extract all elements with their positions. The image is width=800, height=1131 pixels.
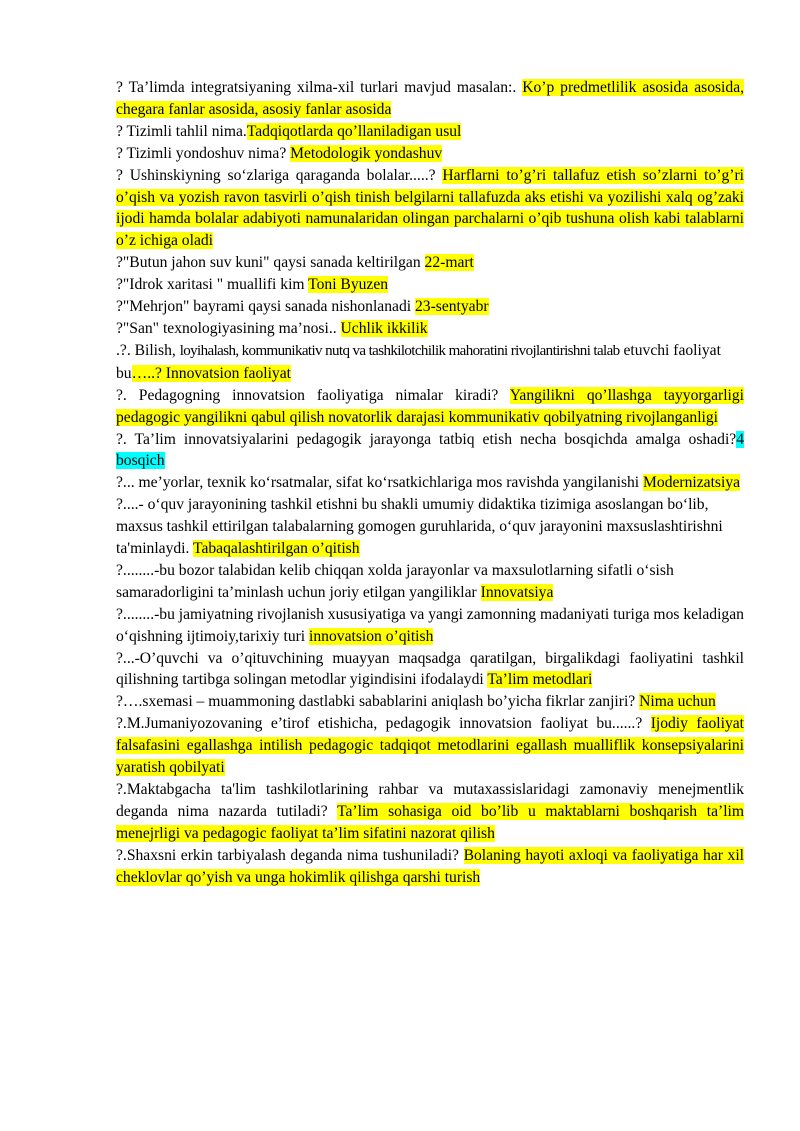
answer-highlight: Bolaning hayoti axloqi va faoliyatiga har xil cheklovlar qo’yish va unga hokimlik qilishga qarshi turish [116, 846, 744, 886]
question-text: ?....- o‘quv jarayonining tashkil etishni bu shakli umumiy didaktika tizimiga asoslangan bo‘lib, maxsus tashkil ettirilgan talabalarning gomogen guruhlarida, o‘quv jarayonini maxsuslashtirishni ta'minlaydi. [116, 496, 723, 558]
answer-highlight: innovatsion o’qitish [309, 627, 434, 645]
answer-highlight: Innovatsiya [480, 583, 554, 601]
answer-highlight: Ijodiy faoliyat falsafasini egallashga intilish pedagogic tadqiqot metodlarini egallash mualliflik konsepsiyalarini yaratish qobilyati [116, 715, 744, 777]
document-page [116, 77, 744, 889]
question-text: ?........-bu bozor talabidan kelib chiqqan xolda jarayonlar va maxsulotlarning sifatli o‘sish samaradorligini ta’minlash uchun joriy etilgan yangiliklar [116, 561, 674, 601]
question-text: ?.Shaxsni erkin tarbiyalash deganda nima tushuniladi? [116, 846, 464, 864]
qa-item [116, 713, 744, 779]
question-text: ? Ta’limda integratsiyaning xilma-xil turlari mavjud masalan:. [116, 79, 523, 96]
answer-highlight: …..? Innovatsion faoliyat [131, 364, 291, 382]
qa-item [116, 274, 744, 296]
answer-highlight: Harflarni to’g’ri tallafuz etish so’zlarni to’g’ri o’qish va yozish ravon tasvirli o’qish tinish belgilarni tallafuzda aks etishi va yozilishi xalq og’zaki ijodi hamda bolalar adabiyoti namunalaridan olingan parchalarni o’qib tushuna olish kabi talablarni o’z ichiga oladi [116, 166, 744, 250]
qa-item [116, 845, 744, 889]
question-text: ?"Mehrjon" bayrami qaysi sanada nishonlanadi [116, 298, 415, 316]
qa-item [116, 494, 744, 560]
answer-highlight: Ta’lim metodlari [487, 671, 593, 689]
question-text: ?.M.Jumaniyozovaning e’tirof etishicha, pedagogik innovatsion faoliyat bu......? [116, 715, 651, 733]
answer-highlight: Modernizatsiya [643, 474, 741, 492]
qa-item [116, 560, 744, 604]
question-text: ?….sxemasi – muammoning dastlabki sabablarini aniqlash bo’yicha fikrlar zanjiri? [116, 693, 640, 711]
qa-item [116, 143, 744, 165]
answer-highlight: Yangilikni qo’llashga tayyorgarligi pedagogic yangilikni qabul qilish novatorlik darajasi kommunikativ qobilyatning rivojlanganligi [116, 386, 744, 426]
answer-highlight: Tadqiqotlarda qo’llaniladigan usul [246, 122, 462, 140]
qa-item [116, 648, 744, 692]
question-text: ?.Maktabgacha ta'lim tashkilotlarining rahbar va mutaxassislaridagi zamonaviy menejmentlik deganda nima nazarda tutiladi? [116, 781, 744, 820]
question-text: ? Tizimli yondoshuv nima? [116, 144, 291, 162]
question-text: .?. Bilish, [116, 341, 180, 359]
qa-item [116, 429, 744, 473]
qa-item [116, 385, 744, 429]
question-text-condensed: loyihalash, kommunikativ nutq va tashkilotchilik mahoratini rivojlantirishni talab [179, 342, 620, 359]
question-text: ?"Idrok xaritasi " muallifi kim [116, 276, 309, 294]
answer-highlight: Nima uchun [639, 693, 716, 711]
answer-highlight: Ko’p predmetlilik asosida asosida, chegara fanlar asosida, asosiy fanlar asosida [116, 79, 745, 118]
qa-item [116, 296, 744, 318]
qa-item [116, 165, 744, 253]
question-text: ?"Butun jahon suv kuni" qaysi sanada keltirilgan [116, 254, 425, 272]
answer-highlight: 23-sentyabr [414, 298, 489, 316]
question-text: ?. Ta’lim innovatsiyalarini pedagogik jarayonga tatbiq etish necha bosqichda amalga oshadi? [116, 430, 737, 448]
question-text: ?. Pedagogning innovatsion faoliyatiga nimalar kiradi? [116, 386, 510, 404]
answer-highlight: 22-mart [424, 254, 474, 272]
qa-item [116, 691, 744, 713]
answer-highlight-cyan: 4 bosqich [116, 430, 744, 470]
answer-highlight: Ta’lim sohasiga oid bo’lib u maktablarni boshqarish ta’lim menejrligi va pedagogic faoliyat ta’lim sifatini nazorat qilish [116, 802, 745, 842]
question-text: ?"San" texnologiyasining ma’nosi.. [116, 319, 341, 337]
qa-item [116, 121, 744, 143]
qa-item [116, 252, 744, 274]
question-text: etuvchi faoliyat bu [116, 341, 721, 382]
qa-item [116, 779, 744, 845]
question-text: ? Ushinskiyning so‘zlariga qaraganda bolalar.....? [116, 166, 443, 184]
qa-item [116, 472, 744, 494]
question-text: ?...-O’quvchi va o’qituvchining muayyan maqsadga qaratilgan, birgalikdagi faoliyatini tashkil qilishning tartibga solingan metodlar yigindisini ifodalaydi [116, 649, 744, 689]
question-text: ? Tizimli tahlil nima. [116, 122, 247, 140]
answer-highlight: Toni Byuzen [308, 276, 389, 294]
qa-item [116, 604, 744, 648]
answer-highlight: Uchlik ikkilik [340, 319, 428, 337]
answer-highlight: Tabaqalashtirilgan o’qitish [193, 540, 360, 558]
qa-item [116, 318, 744, 340]
qa-item [116, 340, 744, 385]
question-text: ?........-bu jamiyatning rivojlanish xususiyatiga va yangi zamonning madaniyati turiga mos keladigan o‘qishning ijtimoiy,tarixiy turi [116, 605, 744, 645]
answer-highlight: Metodologik yondashuv [290, 144, 443, 162]
qa-item [116, 77, 744, 121]
question-text: ?... me’yorlar, texnik ko‘rsatmalar, sifat ko‘rsatkichlariga mos ravishda yangilanishi [116, 474, 644, 492]
